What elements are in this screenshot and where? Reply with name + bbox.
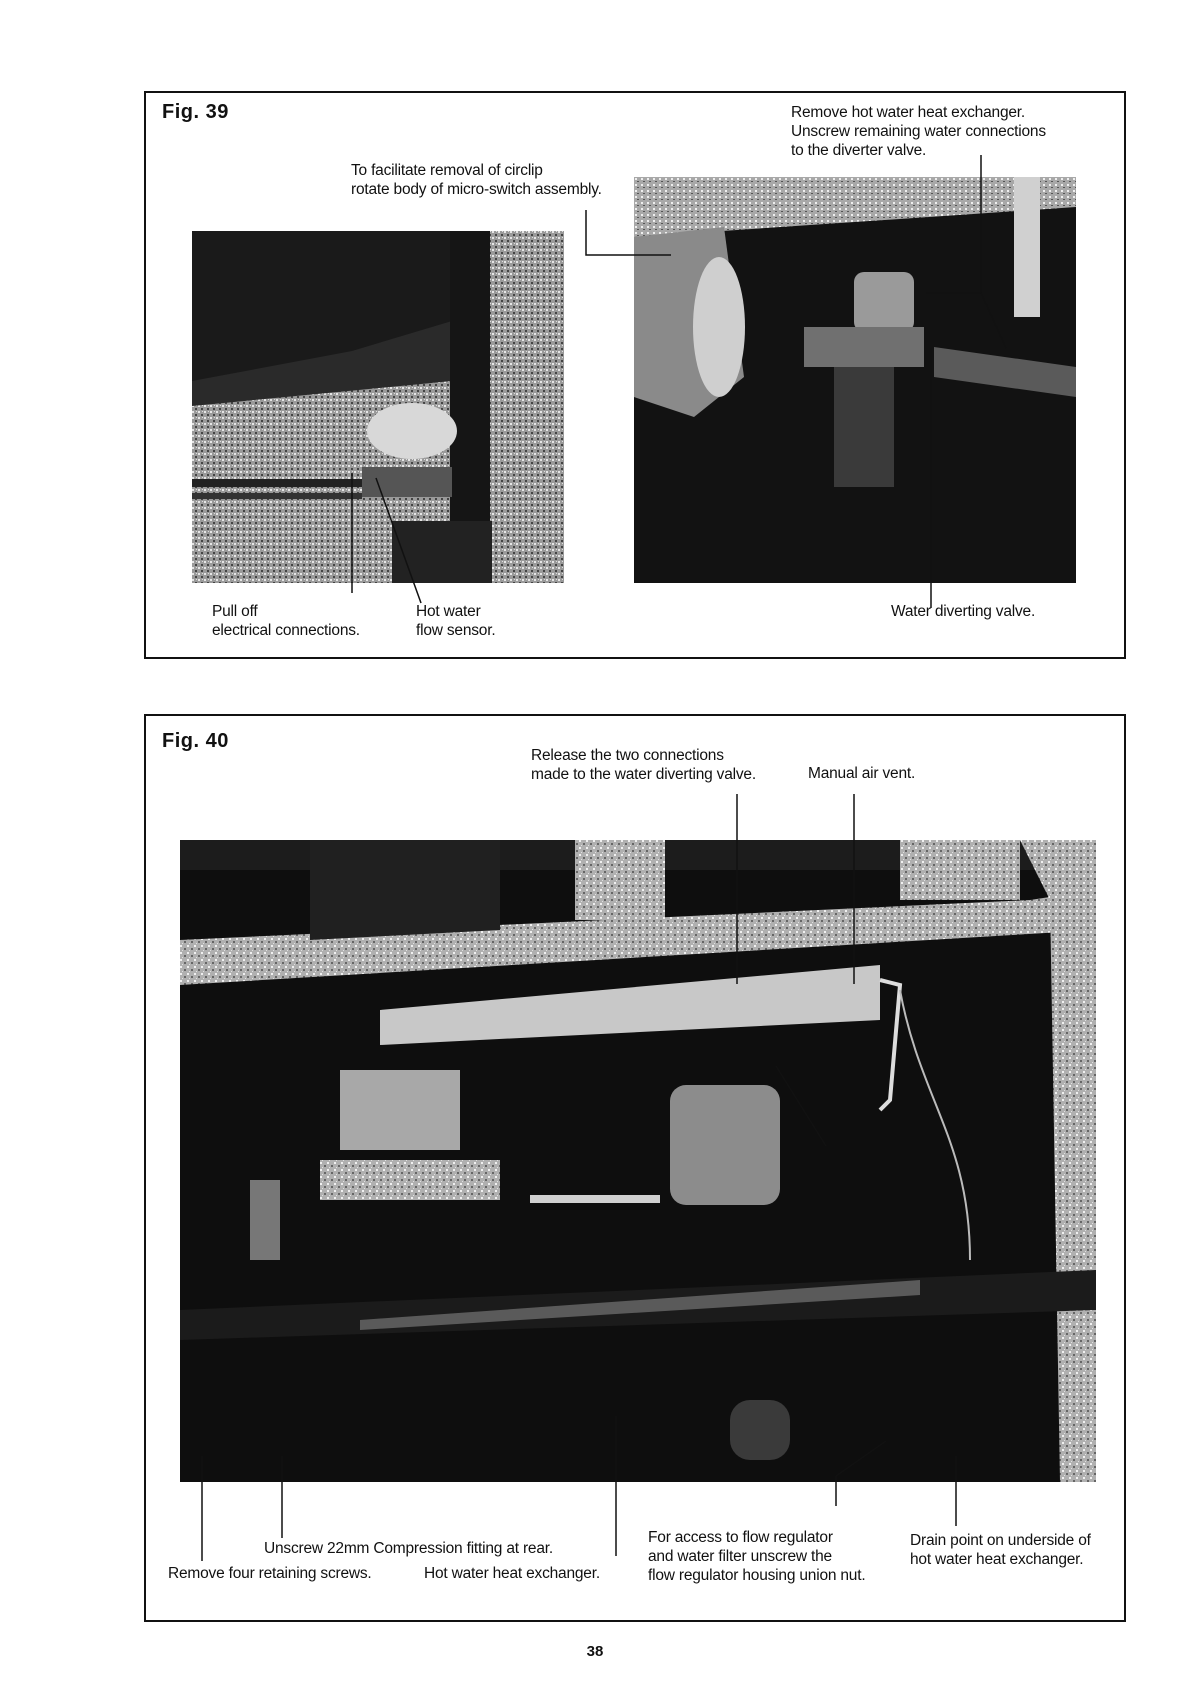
photo-boiler-internals bbox=[180, 840, 1096, 1482]
callout-circlip: To facilitate removal of circlip rotate body of micro-switch assembly. bbox=[351, 162, 602, 198]
callout-remove-heat-exchanger: Remove hot water heat exchanger. Unscrew remaining water connections to the diverter valve. bbox=[791, 104, 1046, 159]
figure-40-title: Fig. 40 bbox=[162, 730, 229, 752]
figure-40 bbox=[144, 714, 1126, 1622]
figure-39-title: Fig. 39 bbox=[162, 101, 229, 123]
callout-flow-sensor: Hot water flow sensor. bbox=[416, 603, 496, 639]
page-number: 38 bbox=[586, 1643, 604, 1660]
callout-manual-air-vent: Manual air vent. bbox=[808, 765, 916, 782]
callout-retaining-screws: Remove four retaining screws. bbox=[168, 1565, 372, 1582]
callout-flow-regulator: For access to flow regulator and water filter unscrew the flow regulator housing union nut. bbox=[648, 1529, 866, 1584]
callout-drain-point: Drain point on underside of hot water heat exchanger. bbox=[910, 1532, 1091, 1568]
photo-diverter-valve bbox=[634, 177, 1076, 583]
photo-micro-switch-assembly bbox=[192, 231, 564, 583]
callout-electrical-connections: Pull off electrical connections. bbox=[212, 603, 360, 639]
callout-release-connections: Release the two connections made to the water diverting valve. bbox=[531, 747, 756, 783]
callout-compression-fitting: Unscrew 22mm Compression fitting at rear. bbox=[264, 1540, 553, 1557]
figure-39 bbox=[144, 91, 1126, 659]
callout-water-diverting-valve: Water diverting valve. bbox=[891, 603, 1036, 620]
callout-hot-water-heat-exchanger: Hot water heat exchanger. bbox=[424, 1565, 600, 1582]
